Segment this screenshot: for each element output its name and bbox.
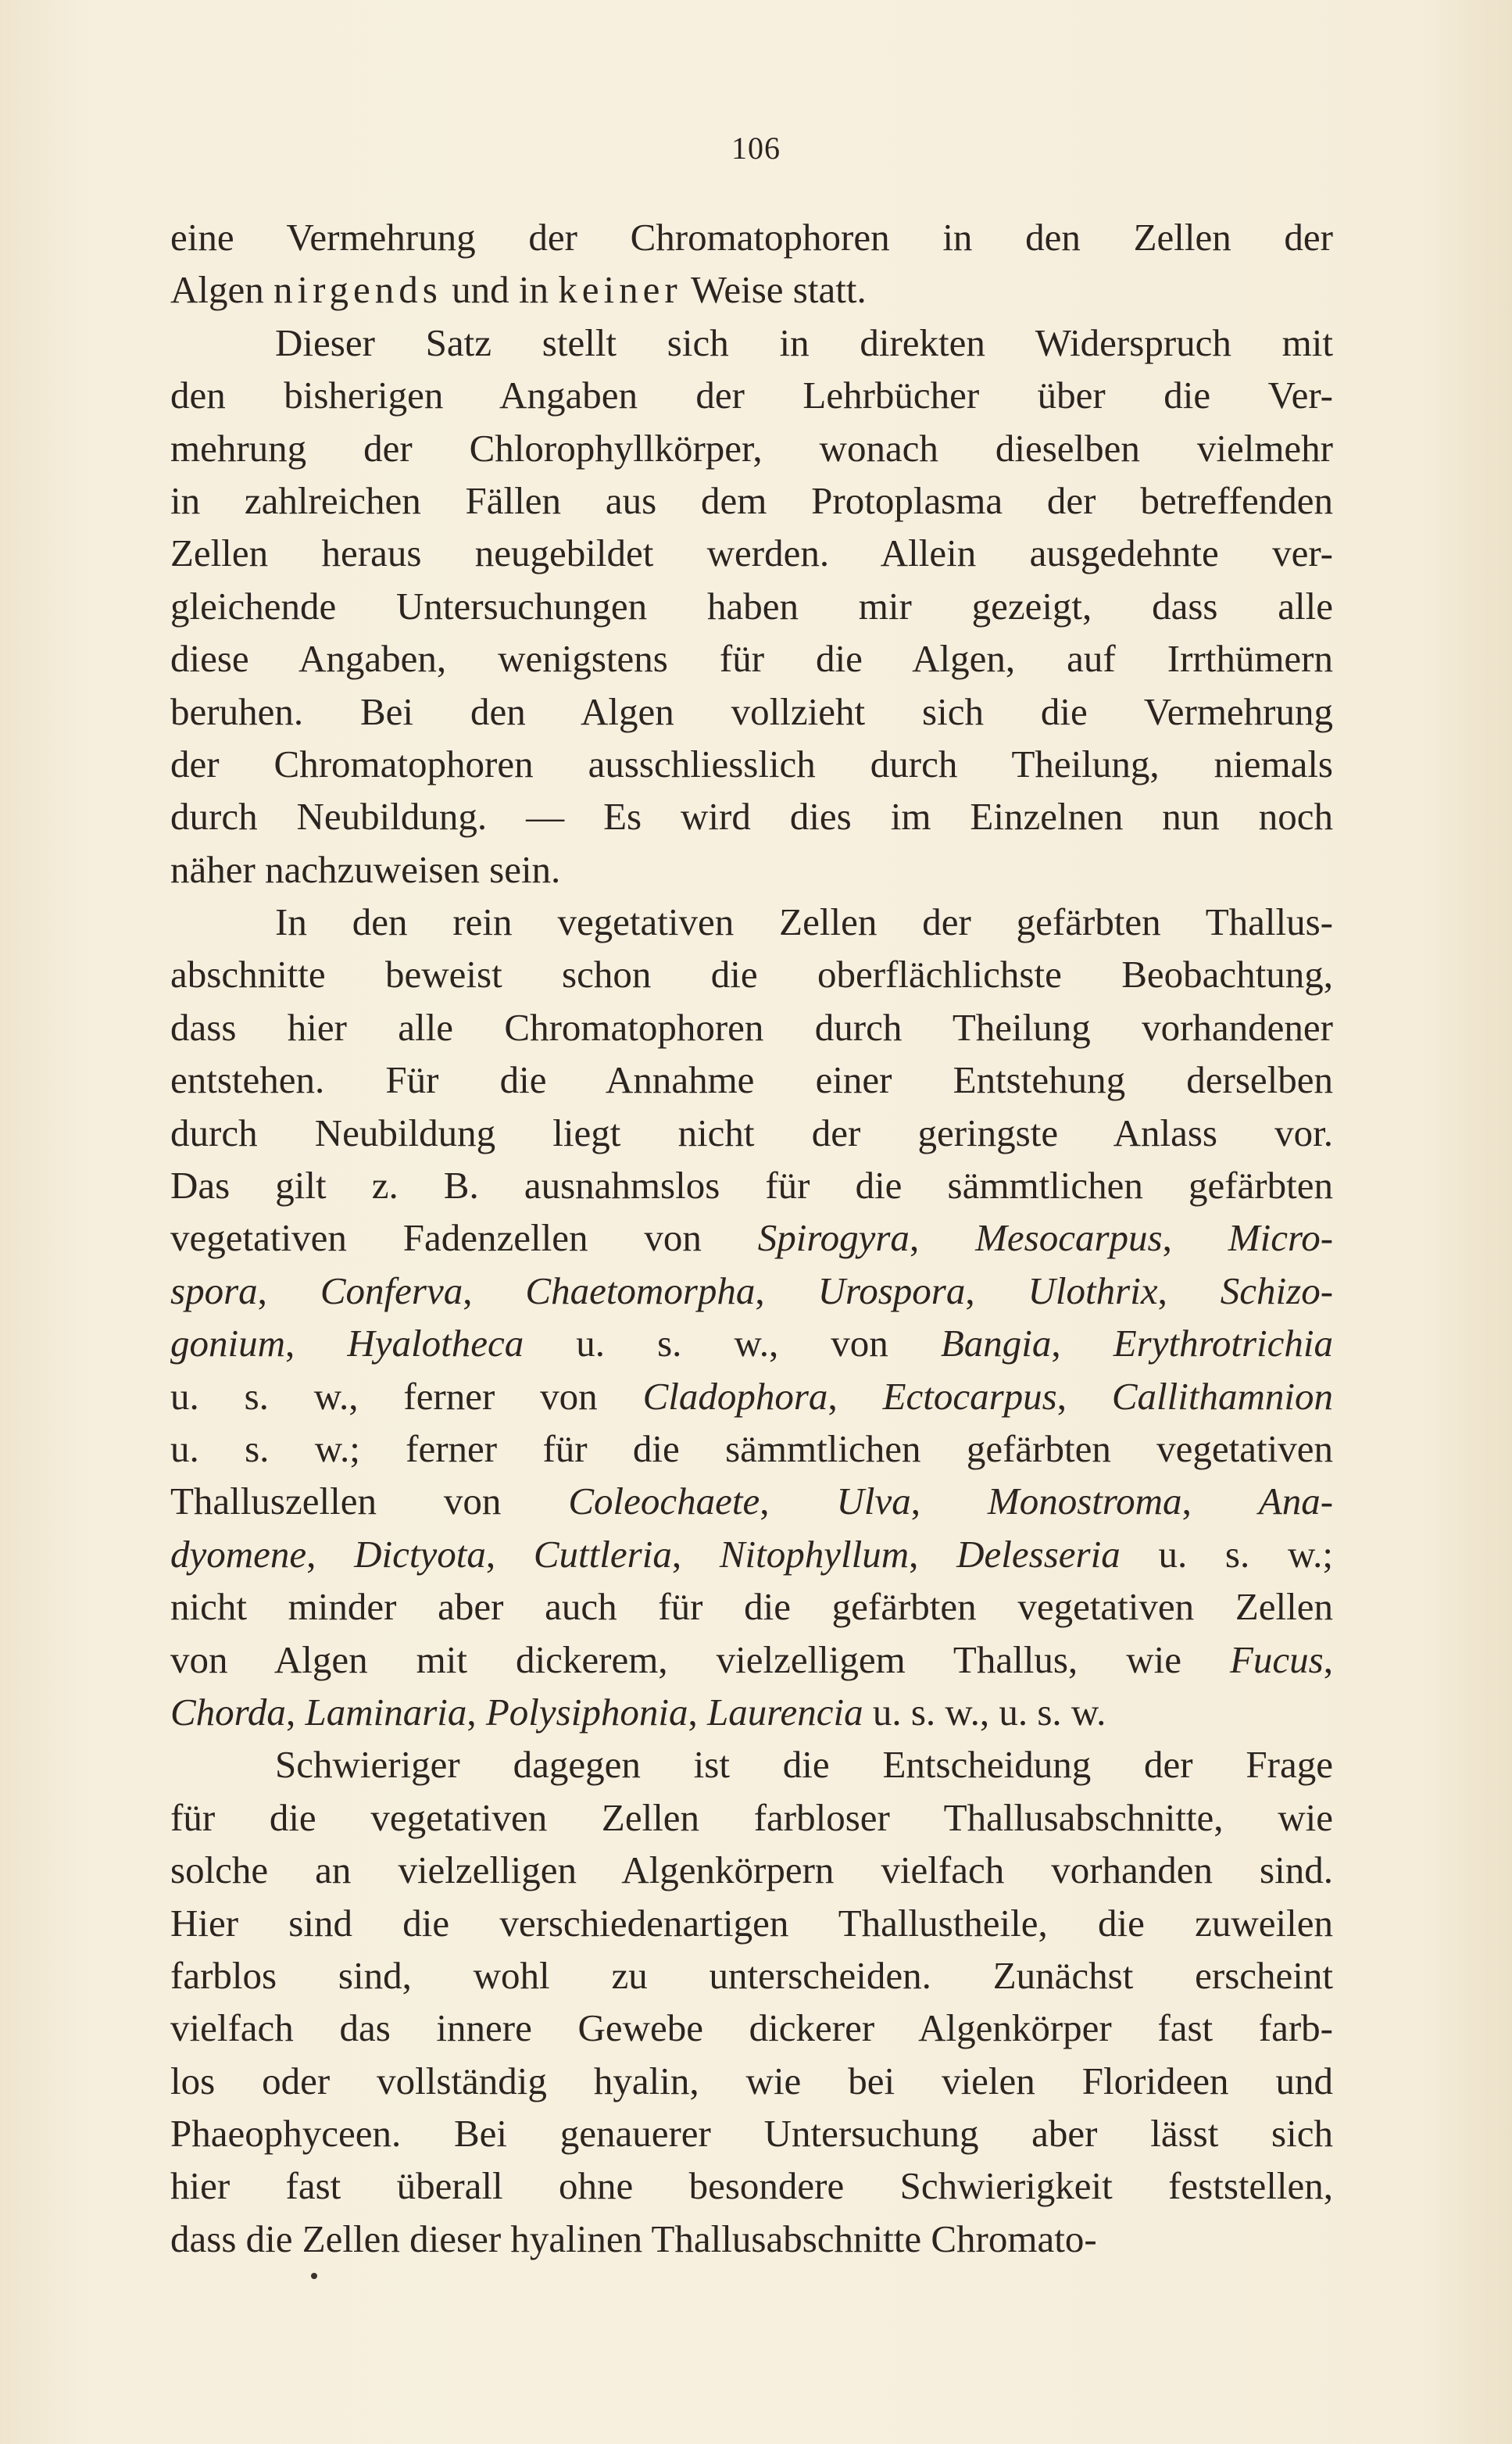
taxon-name: Schizo-	[1220, 1269, 1334, 1312]
text-run: ,	[1323, 1637, 1333, 1681]
text-line	[170, 317, 1333, 369]
text-line	[170, 369, 1333, 421]
text-line	[170, 1107, 1333, 1159]
text-line	[170, 1317, 1333, 1369]
text-run: Algen	[170, 268, 273, 312]
text-run: solche an vielzelligen Algenkörpern vielfach vorhanden sind.	[170, 1848, 1333, 1892]
taxon-name: gonium	[170, 1322, 285, 1365]
text-run: eine Vermehrung der Chromatophoren in den Zellen der	[170, 216, 1333, 259]
text-run: mehrung der Chlorophyllkörper, wonach dieselben vielmehr	[170, 426, 1333, 470]
text-line	[170, 685, 1333, 738]
taxon-name: Mesocarpus	[975, 1216, 1163, 1260]
text-line	[170, 1211, 1333, 1264]
text-run: gleichende Untersuchungen haben mir gezeigt, dass alle	[170, 584, 1333, 628]
text-run: ,	[1051, 1322, 1113, 1365]
text-run: Dieser Satz stellt sich in direkten Widerspruch mit	[275, 320, 1333, 364]
text-line	[170, 1791, 1333, 1844]
text-line	[170, 1949, 1333, 2002]
text-run: beruhen. Bei den Algen vollzieht sich die Vermehrung	[170, 689, 1333, 733]
text-run: los oder vollständig hyalin, wie bei vielen Florideen und	[170, 2059, 1333, 2102]
taxon-name: Cladophora	[642, 1374, 828, 1418]
text-run: ,	[306, 1532, 355, 1576]
text-run: ,	[1157, 1269, 1221, 1312]
taxon-name: spora	[170, 1269, 258, 1312]
text-line	[170, 1897, 1333, 1949]
text-line	[170, 790, 1333, 843]
text-line	[170, 1370, 1333, 1422]
taxon-name: Delesseria	[956, 1532, 1121, 1576]
text-line	[170, 2107, 1333, 2160]
taxon-name: Fucus	[1230, 1637, 1324, 1681]
taxon-name: Nitophyllum	[719, 1532, 910, 1576]
text-run: entstehen. Für die Annahme einer Entstehung derselben	[170, 1058, 1333, 1102]
text-line	[170, 1634, 1333, 1686]
taxon-name: Laurencia	[706, 1690, 863, 1734]
text-run: den bisherigen Angaben der Lehrbücher über die Ver-	[170, 374, 1333, 417]
taxon-name: Dictyota	[354, 1532, 486, 1576]
text-line	[170, 896, 1333, 948]
text-run: ,	[1162, 1216, 1228, 1260]
text-run: für die vegetativen Zellen farbloser Thallusabschnitte, wie	[170, 1795, 1333, 1839]
text-run: vielfach das innere Gewebe dickerer Algenkörper fast farb-	[170, 2006, 1333, 2050]
taxon-name: Hyalotheca	[347, 1322, 524, 1365]
text-run: Zellen heraus neugebildet werden. Allein ausgedehnte ver-	[170, 531, 1333, 575]
text-line	[170, 2002, 1333, 2054]
text-line	[170, 1475, 1333, 1527]
taxon-name: Callithamnion	[1111, 1374, 1334, 1418]
taxon-name: Polysiphonia	[485, 1690, 688, 1734]
text-run: ,	[909, 1216, 976, 1260]
taxon-name: Ulva	[836, 1480, 911, 1523]
text-run: Thalluszellen von	[170, 1480, 569, 1523]
text-run: in zahlreichen Fällen aus dem Protoplasma der betreffenden	[170, 478, 1333, 522]
text-run: ,	[671, 1532, 720, 1576]
text-run: ,	[1056, 1374, 1112, 1418]
text-run: u. s. w.; ferner für die sämmtlichen gefärbten vegetativen	[170, 1426, 1333, 1470]
text-run: Weise statt.	[681, 268, 867, 312]
ink-speck	[311, 2273, 317, 2279]
text-run: ,	[1181, 1480, 1259, 1523]
text-line	[170, 843, 1333, 896]
taxon-name: Micro-	[1228, 1216, 1334, 1260]
text-run: vegetativen Fadenzellen von	[170, 1216, 758, 1260]
emphasis: keiner	[558, 268, 682, 312]
text-line	[170, 527, 1333, 579]
text-line	[170, 1844, 1333, 1896]
taxon-name: Chorda	[170, 1690, 286, 1734]
emphasis: nirgends	[273, 268, 442, 312]
text-run: u. s. w., von	[524, 1322, 941, 1365]
text-line	[170, 580, 1333, 632]
text-line	[170, 2160, 1333, 2212]
text-run: hier fast überall ohne besondere Schwierigkeit feststellen,	[170, 2164, 1333, 2208]
text-line	[170, 1001, 1333, 1054]
text-line	[170, 1580, 1333, 1633]
text-line	[170, 2213, 1333, 2265]
text-run: ,	[463, 1269, 526, 1312]
text-line	[170, 1159, 1333, 1211]
text-run: u. s. w.;	[1120, 1532, 1334, 1576]
text-run: näher nachzuweisen sein.	[170, 847, 561, 891]
taxon-name: Ana-	[1258, 1480, 1334, 1523]
taxon-name: Cuttleria	[533, 1532, 672, 1576]
text-run: nicht minder aber auch für die gefärbten vegetativen Zellen	[170, 1585, 1333, 1629]
text-line	[170, 1422, 1333, 1475]
taxon-name: Urospora	[817, 1269, 966, 1312]
text-run: ,	[285, 1322, 348, 1365]
text-line	[170, 1265, 1333, 1317]
text-line	[170, 1738, 1333, 1791]
text-run: dass die Zellen dieser hyalinen Thallusabschnitte Chromato-	[170, 2217, 1097, 2260]
text-line	[170, 474, 1333, 527]
taxon-name: Conferva	[320, 1269, 463, 1312]
text-line	[170, 211, 1333, 263]
text-run: von Algen mit dickerem, vielzelligem Thallus, wie	[170, 1637, 1230, 1681]
text-run: durch Neubildung liegt nicht der geringste Anlass vor.	[170, 1111, 1333, 1154]
text-run: ,	[965, 1269, 1028, 1312]
text-run: Phaeophyceen. Bei genauerer Untersuchung aber lässt sich	[170, 2112, 1333, 2156]
taxon-name: Laminaria	[305, 1690, 467, 1734]
text-run: u. s. w., u. s. w.	[863, 1690, 1106, 1734]
taxon-name: dyomene	[170, 1532, 307, 1576]
text-run: dass hier alle Chromatophoren durch Theilung vorhandener	[170, 1005, 1333, 1049]
taxon-name: Monostroma	[987, 1480, 1182, 1523]
body-text	[170, 211, 1333, 2265]
text-run: ,	[755, 1269, 818, 1312]
text-run: und in	[441, 268, 559, 312]
taxon-name: Chaetomorpha	[525, 1269, 756, 1312]
text-line	[170, 1686, 1333, 1738]
taxon-name: Spirogyra	[757, 1216, 910, 1260]
text-line	[170, 632, 1333, 685]
text-run: ,	[485, 1532, 534, 1576]
text-run: Hier sind die verschiedenartigen Thallustheile, die zuweilen	[170, 1901, 1333, 1945]
text-line	[170, 422, 1333, 474]
text-run: ,	[910, 1480, 988, 1523]
text-run: durch Neubildung. — Es wird dies im Einzelnen nun noch	[170, 795, 1333, 839]
taxon-name: Ulothrix	[1028, 1269, 1158, 1312]
text-line	[170, 1054, 1333, 1106]
text-run: Das gilt z. B. ausnahmslos für die sämmtlichen gefärbten	[170, 1164, 1333, 1208]
text-run: ,	[688, 1690, 707, 1734]
text-run: ,	[285, 1690, 306, 1734]
text-run: ,	[827, 1374, 883, 1418]
taxon-name: Erythrotrichia	[1113, 1322, 1333, 1365]
text-line	[170, 738, 1333, 790]
text-run: ,	[760, 1480, 837, 1523]
text-line	[170, 1528, 1333, 1580]
text-run: ,	[466, 1690, 486, 1734]
text-run: der Chromatophoren ausschliesslich durch Theilung, niemals	[170, 742, 1333, 785]
text-run: diese Angaben, wenigstens für die Algen, auf Irrthümern	[170, 637, 1333, 681]
taxon-name: Bangia	[940, 1322, 1052, 1365]
text-run: u. s. w., ferner von	[170, 1374, 643, 1418]
text-run: ,	[909, 1532, 957, 1576]
page-number: 106	[731, 131, 781, 166]
taxon-name: Ectocarpus	[882, 1374, 1057, 1418]
text-line	[170, 948, 1333, 1000]
text-run: farblos sind, wohl zu unterscheiden. Zunächst erscheint	[170, 1953, 1333, 1997]
text-run: ,	[257, 1269, 320, 1312]
text-line	[170, 2055, 1333, 2107]
taxon-name: Coleochaete	[568, 1480, 760, 1523]
text-run: In den rein vegetativen Zellen der gefärbten Thallus-	[275, 900, 1333, 944]
text-line	[170, 263, 1333, 316]
text-run: abschnitte beweist schon die oberflächlichste Beobachtung,	[170, 953, 1333, 997]
text-run: Schwieriger dagegen ist die Entscheidung der Frage	[275, 1743, 1333, 1787]
